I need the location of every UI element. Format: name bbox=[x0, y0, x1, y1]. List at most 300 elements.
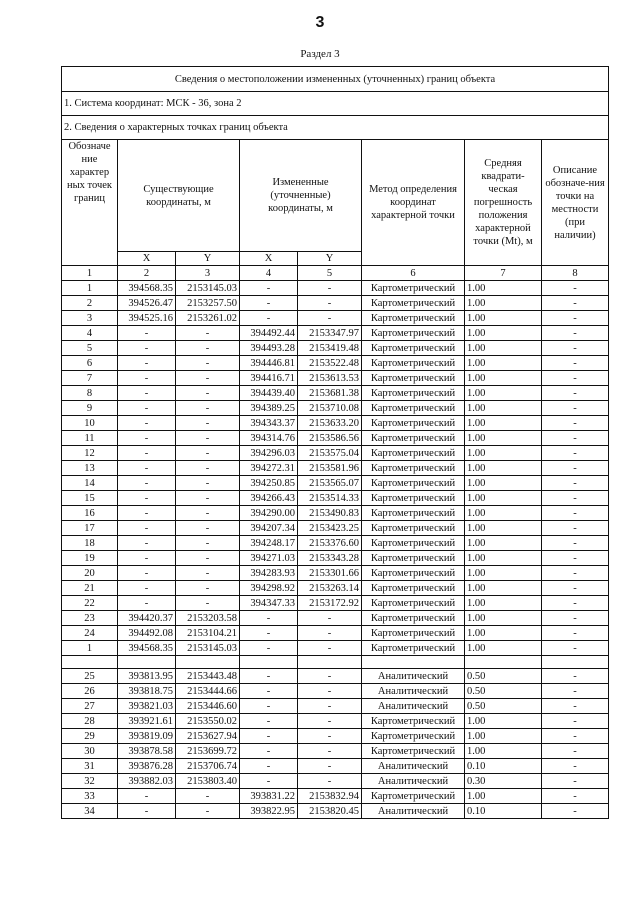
existing-x-cell: 393878.58 bbox=[118, 744, 176, 759]
existing-y-cell: 2153550.02 bbox=[176, 714, 240, 729]
table-row bbox=[62, 521, 609, 536]
updated-x-cell: - bbox=[240, 281, 298, 296]
description-cell: - bbox=[542, 804, 609, 819]
point-id-cell: 30 bbox=[62, 744, 118, 759]
updated-x-cell: - bbox=[240, 669, 298, 684]
description-cell: - bbox=[542, 789, 609, 804]
description-cell: - bbox=[542, 699, 609, 714]
column-number: 3 bbox=[176, 266, 240, 281]
updated-y-cell: 2153832.94 bbox=[298, 789, 362, 804]
existing-y-cell: 2153145.03 bbox=[176, 641, 240, 656]
table-row bbox=[62, 714, 609, 729]
method-cell: Картометрический bbox=[362, 401, 465, 416]
table-row bbox=[62, 536, 609, 551]
header-y-existing: Y bbox=[176, 252, 240, 266]
method-cell: Аналитический bbox=[362, 669, 465, 684]
updated-y-cell: 2153522.48 bbox=[298, 356, 362, 371]
error-value-cell: 1.00 bbox=[465, 401, 542, 416]
column-number: 6 bbox=[362, 266, 465, 281]
error-value-cell: 1.00 bbox=[465, 714, 542, 729]
error-value-cell: 0.50 bbox=[465, 699, 542, 714]
table-row bbox=[62, 611, 609, 626]
method-cell: Аналитический bbox=[362, 759, 465, 774]
updated-y-cell: 2153263.14 bbox=[298, 581, 362, 596]
method-cell: Картометрический bbox=[362, 491, 465, 506]
table-row bbox=[62, 401, 609, 416]
description-cell: - bbox=[542, 566, 609, 581]
existing-y-cell: - bbox=[176, 566, 240, 581]
updated-y-cell: 2153581.96 bbox=[298, 461, 362, 476]
existing-y-cell: - bbox=[176, 506, 240, 521]
updated-y-cell: 2153419.48 bbox=[298, 341, 362, 356]
updated-y-cell: 2153575.04 bbox=[298, 446, 362, 461]
existing-x-cell: - bbox=[118, 461, 176, 476]
header-point-designation: Обозначе ние характер ных точек границ bbox=[62, 140, 118, 266]
header-y-updated: Y bbox=[298, 252, 362, 266]
method-cell: Картометрический bbox=[362, 431, 465, 446]
method-cell: Картометрический bbox=[362, 371, 465, 386]
existing-y-cell: - bbox=[176, 536, 240, 551]
empty-cell bbox=[465, 656, 542, 669]
updated-y-cell: 2153586.56 bbox=[298, 431, 362, 446]
error-value-cell: 1.00 bbox=[465, 596, 542, 611]
table-row bbox=[62, 551, 609, 566]
existing-x-cell: 393882.03 bbox=[118, 774, 176, 789]
existing-y-cell: 2153627.94 bbox=[176, 729, 240, 744]
updated-x-cell: 394290.00 bbox=[240, 506, 298, 521]
method-cell: Картометрический bbox=[362, 566, 465, 581]
table-row bbox=[62, 729, 609, 744]
updated-y-cell: - bbox=[298, 774, 362, 789]
updated-x-cell: 394439.40 bbox=[240, 386, 298, 401]
existing-y-cell: 2153203.58 bbox=[176, 611, 240, 626]
updated-x-cell: - bbox=[240, 626, 298, 641]
description-cell: - bbox=[542, 641, 609, 656]
empty-cell bbox=[542, 656, 609, 669]
existing-y-cell: - bbox=[176, 789, 240, 804]
method-cell: Картометрический bbox=[362, 386, 465, 401]
description-cell: - bbox=[542, 521, 609, 536]
updated-y-cell: 2153301.66 bbox=[298, 566, 362, 581]
description-cell: - bbox=[542, 401, 609, 416]
point-id-cell: 19 bbox=[62, 551, 118, 566]
existing-x-cell: - bbox=[118, 804, 176, 819]
point-id-cell: 15 bbox=[62, 491, 118, 506]
table-row bbox=[62, 461, 609, 476]
existing-x-cell: 393921.61 bbox=[118, 714, 176, 729]
section-title: Раздел 3 bbox=[300, 48, 340, 60]
existing-x-cell: 393818.75 bbox=[118, 684, 176, 699]
table-title: Сведения о местоположении измененных (уточненных) границ объекта bbox=[62, 67, 609, 92]
updated-x-cell: 394296.03 bbox=[240, 446, 298, 461]
description-cell: - bbox=[542, 626, 609, 641]
table-row bbox=[62, 446, 609, 461]
updated-x-cell: 394347.33 bbox=[240, 596, 298, 611]
existing-y-cell: - bbox=[176, 461, 240, 476]
updated-x-cell: - bbox=[240, 311, 298, 326]
existing-x-cell: - bbox=[118, 386, 176, 401]
header-description: Описание обозначе-ния точки на местности (при наличии) bbox=[542, 140, 609, 266]
column-number: 7 bbox=[465, 266, 542, 281]
existing-x-cell: 393813.95 bbox=[118, 669, 176, 684]
table-row bbox=[62, 581, 609, 596]
updated-y-cell: - bbox=[298, 281, 362, 296]
existing-x-cell: - bbox=[118, 536, 176, 551]
existing-x-cell: 394492.08 bbox=[118, 626, 176, 641]
updated-y-cell: 2153376.60 bbox=[298, 536, 362, 551]
empty-cell bbox=[362, 656, 465, 669]
error-value-cell: 1.00 bbox=[465, 326, 542, 341]
method-cell: Аналитический bbox=[362, 684, 465, 699]
description-cell: - bbox=[542, 684, 609, 699]
separator-row bbox=[62, 656, 609, 669]
table-row bbox=[62, 774, 609, 789]
description-cell: - bbox=[542, 416, 609, 431]
existing-y-cell: - bbox=[176, 401, 240, 416]
description-cell: - bbox=[542, 281, 609, 296]
updated-x-cell: 394389.25 bbox=[240, 401, 298, 416]
point-id-cell: 8 bbox=[62, 386, 118, 401]
error-value-cell: 1.00 bbox=[465, 789, 542, 804]
updated-x-cell: 394271.03 bbox=[240, 551, 298, 566]
description-cell: - bbox=[542, 506, 609, 521]
method-cell: Аналитический bbox=[362, 774, 465, 789]
error-value-cell: 1.00 bbox=[465, 281, 542, 296]
column-number-row bbox=[62, 266, 609, 281]
updated-y-cell: 2153172.92 bbox=[298, 596, 362, 611]
table-row bbox=[62, 759, 609, 774]
table-row bbox=[62, 386, 609, 401]
existing-x-cell: - bbox=[118, 431, 176, 446]
header-existing-coords: Существующие координаты, м bbox=[118, 140, 240, 252]
point-id-cell: 26 bbox=[62, 684, 118, 699]
table-row bbox=[62, 626, 609, 641]
point-id-cell: 7 bbox=[62, 371, 118, 386]
error-value-cell: 1.00 bbox=[465, 551, 542, 566]
point-id-cell: 28 bbox=[62, 714, 118, 729]
description-cell: - bbox=[542, 461, 609, 476]
point-id-cell: 16 bbox=[62, 506, 118, 521]
existing-y-cell: - bbox=[176, 386, 240, 401]
updated-y-cell: 2153347.97 bbox=[298, 326, 362, 341]
existing-y-cell: - bbox=[176, 416, 240, 431]
header-x-existing: X bbox=[118, 252, 176, 266]
method-cell: Аналитический bbox=[362, 804, 465, 819]
point-id-cell: 21 bbox=[62, 581, 118, 596]
updated-y-cell: 2153710.08 bbox=[298, 401, 362, 416]
updated-x-cell: 393831.22 bbox=[240, 789, 298, 804]
description-cell: - bbox=[542, 714, 609, 729]
point-id-cell: 3 bbox=[62, 311, 118, 326]
header-method: Метод определения координат характерной точки bbox=[362, 140, 465, 266]
table-row bbox=[62, 804, 609, 819]
updated-x-cell: 393822.95 bbox=[240, 804, 298, 819]
existing-y-cell: - bbox=[176, 521, 240, 536]
error-value-cell: 1.00 bbox=[465, 611, 542, 626]
point-id-cell: 24 bbox=[62, 626, 118, 641]
updated-y-cell: - bbox=[298, 641, 362, 656]
point-id-cell: 6 bbox=[62, 356, 118, 371]
table-row bbox=[62, 431, 609, 446]
empty-cell bbox=[176, 656, 240, 669]
error-value-cell: 0.50 bbox=[465, 669, 542, 684]
method-cell: Картометрический bbox=[362, 789, 465, 804]
point-id-cell: 1 bbox=[62, 641, 118, 656]
existing-y-cell: - bbox=[176, 804, 240, 819]
updated-y-cell: 2153613.53 bbox=[298, 371, 362, 386]
empty-cell bbox=[118, 656, 176, 669]
point-id-cell: 20 bbox=[62, 566, 118, 581]
table-row bbox=[62, 341, 609, 356]
column-number: 4 bbox=[240, 266, 298, 281]
point-id-cell: 13 bbox=[62, 461, 118, 476]
updated-x-cell: - bbox=[240, 684, 298, 699]
error-value-cell: 1.00 bbox=[465, 341, 542, 356]
column-number: 1 bbox=[62, 266, 118, 281]
error-value-cell: 1.00 bbox=[465, 521, 542, 536]
point-id-cell: 33 bbox=[62, 789, 118, 804]
points-info-line: 2. Сведения о характерных точках границ объекта bbox=[62, 116, 609, 140]
existing-y-cell: - bbox=[176, 326, 240, 341]
error-value-cell: 1.00 bbox=[465, 626, 542, 641]
point-id-cell: 10 bbox=[62, 416, 118, 431]
table-row bbox=[62, 596, 609, 611]
updated-y-cell: 2153633.20 bbox=[298, 416, 362, 431]
table-row bbox=[62, 684, 609, 699]
point-id-cell: 2 bbox=[62, 296, 118, 311]
error-value-cell: 1.00 bbox=[465, 729, 542, 744]
description-cell: - bbox=[542, 774, 609, 789]
updated-x-cell: 394343.37 bbox=[240, 416, 298, 431]
method-cell: Картометрический bbox=[362, 326, 465, 341]
table-row bbox=[62, 296, 609, 311]
existing-x-cell: - bbox=[118, 551, 176, 566]
method-cell: Картометрический bbox=[362, 536, 465, 551]
existing-x-cell: 394420.37 bbox=[118, 611, 176, 626]
existing-y-cell: - bbox=[176, 431, 240, 446]
method-cell: Картометрический bbox=[362, 356, 465, 371]
point-id-cell: 31 bbox=[62, 759, 118, 774]
table-row bbox=[62, 416, 609, 431]
updated-x-cell: - bbox=[240, 611, 298, 626]
existing-x-cell: - bbox=[118, 326, 176, 341]
existing-x-cell: - bbox=[118, 371, 176, 386]
column-number: 8 bbox=[542, 266, 609, 281]
updated-y-cell: - bbox=[298, 296, 362, 311]
table-row bbox=[62, 326, 609, 341]
error-value-cell: 0.10 bbox=[465, 759, 542, 774]
updated-y-cell: 2153514.33 bbox=[298, 491, 362, 506]
existing-x-cell: - bbox=[118, 521, 176, 536]
error-value-cell: 1.00 bbox=[465, 476, 542, 491]
method-cell: Картометрический bbox=[362, 311, 465, 326]
existing-y-cell: - bbox=[176, 341, 240, 356]
updated-x-cell: 394446.81 bbox=[240, 356, 298, 371]
column-number: 5 bbox=[298, 266, 362, 281]
header-updated-coords: Измененные (уточненные) координаты, м bbox=[240, 140, 362, 252]
method-cell: Картометрический bbox=[362, 476, 465, 491]
updated-x-cell: 394250.85 bbox=[240, 476, 298, 491]
table-row bbox=[62, 371, 609, 386]
error-value-cell: 1.00 bbox=[465, 296, 542, 311]
updated-x-cell: 394493.28 bbox=[240, 341, 298, 356]
existing-x-cell: 393819.09 bbox=[118, 729, 176, 744]
updated-y-cell: - bbox=[298, 759, 362, 774]
updated-y-cell: - bbox=[298, 611, 362, 626]
column-number: 2 bbox=[118, 266, 176, 281]
updated-y-cell: - bbox=[298, 699, 362, 714]
error-value-cell: 0.10 bbox=[465, 804, 542, 819]
updated-y-cell: - bbox=[298, 626, 362, 641]
empty-cell bbox=[62, 656, 118, 669]
header-error: Средняя квадрати-ческая погрешность положения характерной точки (Mt), м bbox=[465, 140, 542, 266]
method-cell: Картометрический bbox=[362, 626, 465, 641]
point-id-cell: 22 bbox=[62, 596, 118, 611]
point-id-cell: 18 bbox=[62, 536, 118, 551]
updated-x-cell: - bbox=[240, 714, 298, 729]
existing-y-cell: 2153443.48 bbox=[176, 669, 240, 684]
method-cell: Аналитический bbox=[362, 699, 465, 714]
updated-x-cell: 394272.31 bbox=[240, 461, 298, 476]
updated-y-cell: - bbox=[298, 684, 362, 699]
updated-y-cell: 2153681.38 bbox=[298, 386, 362, 401]
updated-x-cell: 394416.71 bbox=[240, 371, 298, 386]
existing-x-cell: 394525.16 bbox=[118, 311, 176, 326]
updated-x-cell: - bbox=[240, 759, 298, 774]
description-cell: - bbox=[542, 759, 609, 774]
existing-x-cell: - bbox=[118, 491, 176, 506]
error-value-cell: 1.00 bbox=[465, 371, 542, 386]
point-id-cell: 32 bbox=[62, 774, 118, 789]
existing-y-cell: 2153803.40 bbox=[176, 774, 240, 789]
point-id-cell: 12 bbox=[62, 446, 118, 461]
existing-y-cell: 2153261.02 bbox=[176, 311, 240, 326]
table-row bbox=[62, 476, 609, 491]
point-id-cell: 1 bbox=[62, 281, 118, 296]
updated-x-cell: - bbox=[240, 729, 298, 744]
existing-y-cell: 2153699.72 bbox=[176, 744, 240, 759]
table-row bbox=[62, 311, 609, 326]
updated-x-cell: 394207.34 bbox=[240, 521, 298, 536]
point-id-cell: 27 bbox=[62, 699, 118, 714]
existing-y-cell: - bbox=[176, 371, 240, 386]
method-cell: Картометрический bbox=[362, 581, 465, 596]
existing-y-cell: 2153706.74 bbox=[176, 759, 240, 774]
updated-y-cell: - bbox=[298, 669, 362, 684]
point-id-cell: 23 bbox=[62, 611, 118, 626]
description-cell: - bbox=[542, 669, 609, 684]
description-cell: - bbox=[542, 476, 609, 491]
error-value-cell: 1.00 bbox=[465, 416, 542, 431]
existing-x-cell: - bbox=[118, 476, 176, 491]
existing-x-cell: - bbox=[118, 581, 176, 596]
table-row bbox=[62, 744, 609, 759]
error-value-cell: 1.00 bbox=[465, 431, 542, 446]
error-value-cell: 1.00 bbox=[465, 566, 542, 581]
existing-x-cell: 394568.35 bbox=[118, 281, 176, 296]
existing-y-cell: - bbox=[176, 491, 240, 506]
method-cell: Картометрический bbox=[362, 611, 465, 626]
point-id-cell: 9 bbox=[62, 401, 118, 416]
description-cell: - bbox=[542, 596, 609, 611]
existing-x-cell: - bbox=[118, 401, 176, 416]
updated-y-cell: 2153490.83 bbox=[298, 506, 362, 521]
existing-y-cell: 2153257.50 bbox=[176, 296, 240, 311]
table-row bbox=[62, 491, 609, 506]
existing-y-cell: 2153446.60 bbox=[176, 699, 240, 714]
description-cell: - bbox=[542, 431, 609, 446]
error-value-cell: 1.00 bbox=[465, 744, 542, 759]
point-id-cell: 29 bbox=[62, 729, 118, 744]
method-cell: Картометрический bbox=[362, 596, 465, 611]
error-value-cell: 1.00 bbox=[465, 311, 542, 326]
point-id-cell: 25 bbox=[62, 669, 118, 684]
updated-x-cell: 394298.92 bbox=[240, 581, 298, 596]
error-value-cell: 1.00 bbox=[465, 506, 542, 521]
description-cell: - bbox=[542, 446, 609, 461]
error-value-cell: 1.00 bbox=[465, 641, 542, 656]
empty-cell bbox=[298, 656, 362, 669]
existing-x-cell: 393821.03 bbox=[118, 699, 176, 714]
existing-x-cell: - bbox=[118, 566, 176, 581]
point-id-cell: 5 bbox=[62, 341, 118, 356]
error-value-cell: 1.00 bbox=[465, 536, 542, 551]
method-cell: Картометрический bbox=[362, 446, 465, 461]
table-row bbox=[62, 669, 609, 684]
existing-x-cell: - bbox=[118, 789, 176, 804]
existing-x-cell: 394568.35 bbox=[118, 641, 176, 656]
description-cell: - bbox=[542, 729, 609, 744]
description-cell: - bbox=[542, 371, 609, 386]
method-cell: Картометрический bbox=[362, 729, 465, 744]
method-cell: Картометрический bbox=[362, 551, 465, 566]
updated-y-cell: 2153343.28 bbox=[298, 551, 362, 566]
updated-y-cell: 2153820.45 bbox=[298, 804, 362, 819]
description-cell: - bbox=[542, 581, 609, 596]
description-cell: - bbox=[542, 341, 609, 356]
existing-y-cell: - bbox=[176, 356, 240, 371]
table-row bbox=[62, 356, 609, 371]
updated-x-cell: 394283.93 bbox=[240, 566, 298, 581]
boundary-points-table bbox=[61, 66, 609, 819]
page-number: 3 bbox=[315, 14, 325, 31]
existing-y-cell: - bbox=[176, 596, 240, 611]
description-cell: - bbox=[542, 326, 609, 341]
method-cell: Картометрический bbox=[362, 296, 465, 311]
method-cell: Картометрический bbox=[362, 281, 465, 296]
updated-x-cell: - bbox=[240, 699, 298, 714]
table-row bbox=[62, 699, 609, 714]
existing-x-cell: - bbox=[118, 446, 176, 461]
existing-x-cell: 394526.47 bbox=[118, 296, 176, 311]
updated-y-cell: 2153565.07 bbox=[298, 476, 362, 491]
method-cell: Картометрический bbox=[362, 341, 465, 356]
error-value-cell: 0.30 bbox=[465, 774, 542, 789]
updated-x-cell: - bbox=[240, 744, 298, 759]
description-cell: - bbox=[542, 551, 609, 566]
existing-x-cell: - bbox=[118, 416, 176, 431]
method-cell: Картометрический bbox=[362, 744, 465, 759]
description-cell: - bbox=[542, 311, 609, 326]
existing-y-cell: - bbox=[176, 581, 240, 596]
table-row bbox=[62, 281, 609, 296]
updated-y-cell: - bbox=[298, 311, 362, 326]
header-x-updated: X bbox=[240, 252, 298, 266]
existing-y-cell: - bbox=[176, 446, 240, 461]
empty-cell bbox=[240, 656, 298, 669]
existing-x-cell: - bbox=[118, 506, 176, 521]
description-cell: - bbox=[542, 491, 609, 506]
